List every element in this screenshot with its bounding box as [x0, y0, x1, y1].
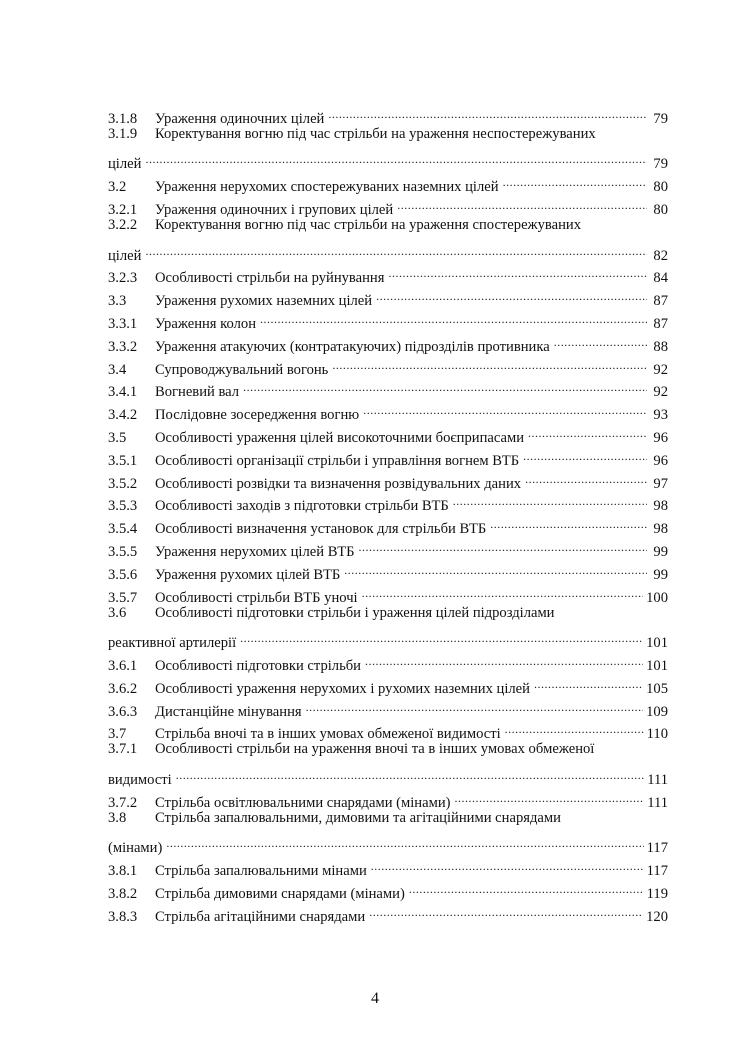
toc-entry-title: Ураження рухомих цілей ВТБ	[155, 566, 341, 583]
dot-leader	[505, 716, 644, 739]
toc-entry-title-continued: видимості	[108, 771, 172, 788]
toc-entry-number: 3.4.1	[108, 384, 138, 401]
toc-entry-number: 3.7.1	[108, 741, 138, 758]
dot-leader	[397, 191, 647, 214]
toc-entry	[108, 852, 668, 880]
toc-entry-page: 97	[653, 475, 668, 492]
toc-entry-title: Стрільба запалювальними, димовими та агітаційними снарядами	[155, 809, 561, 826]
dot-leader	[534, 670, 643, 693]
toc-entry-number: 3.4.2	[108, 407, 138, 424]
toc-entry-title: Послідовне зосередження вогню	[155, 407, 360, 424]
toc-entry-number: 3.6	[108, 604, 127, 621]
toc-entry-number: 3.4	[108, 361, 127, 378]
dot-leader	[453, 488, 647, 511]
toc-entry-title: Стрільба димовими снарядами (мінами)	[155, 885, 405, 902]
dot-leader	[554, 328, 647, 351]
toc-entry-number: 3.6.1	[108, 657, 138, 674]
toc-entry-page: 87	[653, 315, 668, 332]
toc-entry-number: 3.7	[108, 726, 127, 743]
toc-entry-line	[108, 807, 668, 830]
toc-entry-page: 84	[653, 270, 668, 287]
toc-entry-title: Ураження одиночних цілей	[155, 110, 325, 127]
toc-entry-number: 3.5.6	[108, 566, 138, 583]
dot-leader	[455, 784, 645, 807]
toc-entry-page: 100	[646, 589, 668, 606]
dot-leader	[369, 898, 643, 921]
dot-leader	[362, 579, 644, 602]
toc-entry-number: 3.1.9	[108, 125, 138, 142]
toc-entry	[108, 146, 668, 173]
toc-entry-page: 99	[653, 566, 668, 583]
page-number: 4	[371, 990, 379, 1007]
toc-entry-page: 96	[653, 452, 668, 469]
dot-leader	[365, 647, 643, 670]
toc-entry-number: 3.8.1	[108, 863, 138, 880]
toc-entry-title-continued: цілей	[108, 247, 142, 264]
dot-leader	[306, 693, 644, 716]
toc-entry-number: 3.3	[108, 293, 127, 310]
toc-entry-number: 3.5.3	[108, 498, 138, 515]
toc-entry	[108, 100, 668, 127]
dot-leader	[363, 396, 647, 419]
toc-entry-title-continued: цілей	[108, 156, 142, 173]
dot-leader	[260, 305, 647, 328]
toc-entry-number: 3.3.1	[108, 315, 138, 332]
toc-entry-title: Особливості організації стрільби і управління вогнем ВТБ	[155, 452, 520, 469]
toc-entry-number: 3.3.2	[108, 338, 138, 355]
toc-entry	[108, 237, 668, 264]
toc-entry-number: 3.7.2	[108, 794, 138, 811]
toc-entry-title: Особливості підготовки стрільби і ураження цілей підрозділами	[155, 604, 555, 621]
toc-entry-title: Стрільба освітлювальними снарядами (мінами)	[155, 794, 451, 811]
toc-entry-number: 3.2.3	[108, 270, 138, 287]
dot-leader	[409, 875, 644, 898]
toc-entry-page: 119	[646, 885, 668, 902]
toc-entry-page: 101	[646, 657, 668, 674]
dot-leader	[523, 442, 647, 465]
toc-entry-line	[108, 123, 668, 146]
toc-entry-title: Ураження рухомих наземних цілей	[155, 293, 373, 310]
toc-entry-number: 3.2	[108, 179, 127, 196]
toc-entry	[108, 761, 668, 788]
toc-entry	[108, 260, 668, 287]
dot-leader	[371, 852, 644, 875]
toc-entry-title: Коректування вогню під час стрільби на ураження неспостережуваних	[155, 125, 596, 142]
toc-entry-number: 3.6.3	[108, 703, 138, 720]
toc-entry-number: 3.5.2	[108, 475, 138, 492]
toc-entry-page: 110	[646, 726, 668, 743]
toc-entry-page: 111	[647, 794, 668, 811]
toc-entry	[108, 830, 668, 857]
dot-leader	[490, 510, 647, 533]
toc-entry-title: Ураження нерухомих спостережуваних наземних цілей	[155, 179, 499, 196]
toc-entry-title: Ураження одиночних і групових цілей	[155, 201, 394, 218]
toc-entry-number: 3.6.2	[108, 680, 138, 697]
dot-leader	[166, 830, 643, 853]
toc-entry-title: Ураження колон	[155, 315, 257, 332]
toc-entry-page: 98	[653, 521, 668, 538]
dot-leader	[176, 761, 644, 784]
toc-entry-page: 117	[646, 863, 668, 880]
toc-entry-line	[108, 738, 668, 761]
toc-entry-title: Особливості стрільби ВТБ уночі	[155, 589, 358, 606]
toc-entry-title: Ураження атакуючих (контратакуючих) підрозділів противника	[155, 338, 550, 355]
toc-entry-page: 117	[646, 840, 668, 857]
toc-entry-number: 3.5.5	[108, 543, 138, 560]
toc-entry-title: Стрільба запалювальними мінами	[155, 863, 367, 880]
toc-entry-title: Особливості підготовки стрільби	[155, 657, 361, 674]
toc-entry-page: 80	[653, 179, 668, 196]
toc-entry-page: 92	[653, 384, 668, 401]
toc-entry-title: Особливості стрільби на руйнування	[155, 270, 385, 287]
toc-entry	[108, 784, 668, 811]
dot-leader	[525, 465, 647, 488]
toc-entry-title: Коректування вогню під час стрільби на ураження спостережуваних	[155, 216, 582, 233]
dot-leader	[376, 282, 647, 305]
toc-entry-number: 3.8	[108, 809, 127, 826]
dot-leader	[243, 374, 647, 397]
toc-entry	[108, 624, 668, 652]
toc-entry-number: 3.2.1	[108, 201, 138, 218]
toc-entry-page: 101	[646, 635, 668, 652]
dot-leader	[359, 533, 647, 556]
toc-entry-page: 111	[647, 771, 668, 788]
toc-entry-number: 3.5.1	[108, 452, 138, 469]
toc-entry	[108, 168, 668, 196]
dot-leader	[388, 260, 647, 283]
dot-leader	[328, 100, 647, 123]
toc-entry-page: 82	[653, 247, 668, 264]
toc-entry-page: 109	[646, 703, 668, 720]
toc-entry-title: Особливості розвідки та визначення розвідувальних даних	[155, 475, 522, 492]
toc-entry-title-continued: (мінами)	[108, 840, 163, 857]
dot-leader	[240, 624, 643, 647]
toc-entry-title: Супроводжувальний вогонь	[155, 361, 329, 378]
toc-entry-title: Стрільба агітаційними снарядами	[155, 908, 366, 925]
dot-leader	[332, 351, 647, 374]
toc-entry-title: Стрільба вночі та в інших умовах обмеженої видимості	[155, 726, 501, 743]
toc-entry-page: 80	[653, 201, 668, 218]
toc-entry-page: 93	[653, 407, 668, 424]
toc-entry-number: 3.1.8	[108, 110, 138, 127]
toc-entry-page: 99	[653, 543, 668, 560]
toc-entry-line	[108, 602, 668, 625]
toc-entry-title: Особливості ураження нерухомих і рухомих наземних цілей	[155, 680, 530, 697]
toc-entry-title: Особливості визначення установок для стрільби ВТБ	[155, 521, 487, 538]
toc-entry-page: 87	[653, 293, 668, 310]
toc-entry-title: Особливості заходів з підготовки стрільби ВТБ	[155, 498, 449, 515]
toc-entry-title: Ураження нерухомих цілей ВТБ	[155, 543, 355, 560]
toc-entry-page: 79	[653, 156, 668, 173]
toc-entry-page: 92	[653, 361, 668, 378]
toc-entry-number: 3.8.2	[108, 885, 138, 902]
toc-entry-page: 96	[653, 429, 668, 446]
toc-entry-page: 120	[646, 908, 668, 925]
toc-entry-title-continued: реактивної артилерії	[108, 635, 237, 652]
toc-entry-page: 79	[653, 110, 668, 127]
toc-entry-number: 3.5.4	[108, 521, 138, 538]
toc-entry-title: Особливості стрільби на ураження вночі та в інших умовах обмеженої	[155, 741, 595, 758]
dot-leader	[503, 168, 647, 191]
toc-entry-title: Особливості ураження цілей високоточними боєприпасами	[155, 429, 525, 446]
toc-entry-number: 3.5.7	[108, 589, 138, 606]
toc-entry-title: Вогневий вал	[155, 384, 240, 401]
dot-leader	[344, 556, 647, 579]
toc-entry-page: 105	[646, 680, 668, 697]
toc-entry-number: 3.8.3	[108, 908, 138, 925]
dot-leader	[145, 237, 647, 260]
toc-entry-line	[108, 214, 668, 237]
dot-leader	[145, 146, 647, 169]
toc-entry-number: 3.2.2	[108, 216, 138, 233]
dot-leader	[528, 419, 647, 442]
toc-entry-page: 98	[653, 498, 668, 515]
toc-entry-number: 3.5	[108, 429, 127, 446]
table-of-contents	[108, 100, 668, 925]
toc-entry-page: 88	[653, 338, 668, 355]
toc-entry-title: Дистанційне мінування	[155, 703, 302, 720]
